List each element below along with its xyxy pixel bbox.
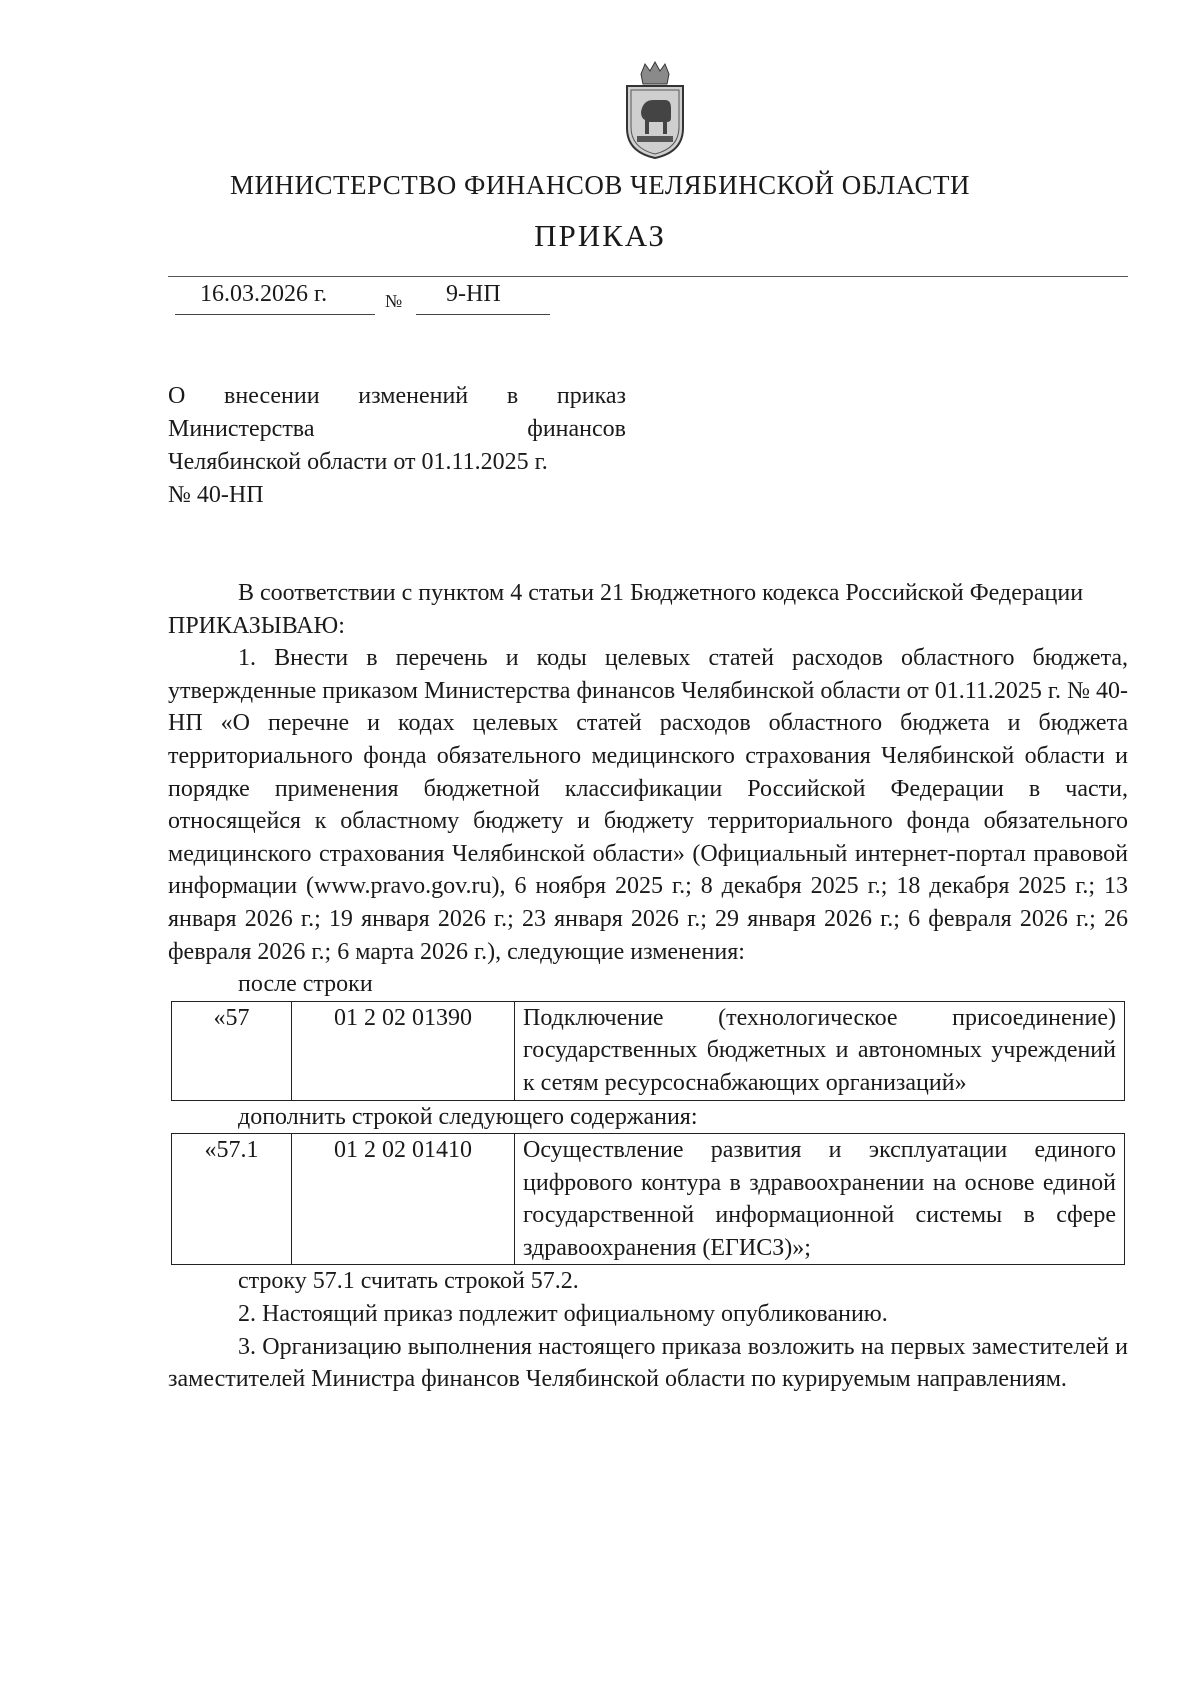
- row-code: 01 2 02 01390: [292, 1001, 515, 1100]
- subject-line: О внесении изменений в приказ: [168, 383, 626, 409]
- table-row: [172, 1134, 1125, 1265]
- subject-line: № 40-НП: [168, 482, 264, 508]
- row-name: Осуществление развития и эксплуатации единого цифрового контура в здравоохранении на основе единой государственной информационной системы в сфере здравоохранения (ЕГИСЗ)»;: [515, 1134, 1125, 1265]
- number-underline: [416, 314, 550, 315]
- order-word: ПРИКАЗЫВАЮ:: [168, 612, 345, 639]
- after-row-label: после строки: [238, 971, 373, 998]
- row-name: Подключение (технологическое присоединение) государственных бюджетных и автономных учреждений к сетям ресурсоснабжающих организаций»: [515, 1001, 1125, 1100]
- item-1: 1. Внести в перечень и коды целевых статей расходов областного бюджета, утвержденные приказом Министерства финансов Челябинской области от 01.11.2025 г. № 40-НП «О перечне и кодах целевых статей расходов областного бюджета и бюджета территориального фонда обязательного медицинского страхования Челябинской области и порядке применения бюджетной классификации Российской Федерации в части, относящейся к областному бюджету и бюджету территориального фонда обязательного медицинского страхования Челябинской области» (Официальный интернет-портал правовой информации (www.pravo.gov.ru), 6 ноября 2025 г.; 8 декабря 2025 г.; 18 декабря 2025 г.; 13 января 2026 г.; 19 января 2026 г.; 23 января 2026 г.; 29 января 2026 г.; 6 февраля 2026 г.; 26 февраля 2026 г.; 6 марта 2026 г.), следующие изменения:: [168, 645, 1128, 965]
- subject-line: Челябинской области от 01.11.2025 г.: [168, 449, 548, 475]
- item-2: 2. Настоящий приказ подлежит официальному опубликованию.: [238, 1301, 888, 1328]
- existing-row-table: [171, 1001, 1125, 1101]
- order-date: 16.03.2026 г.: [200, 281, 328, 307]
- header-divider: [168, 276, 1128, 277]
- table-row: [172, 1001, 1125, 1100]
- row-number: «57.1: [172, 1134, 292, 1265]
- order-subject: [168, 380, 626, 512]
- number-sign: №: [385, 291, 403, 311]
- item-3: 3. Организацию выполнения настоящего приказа возложить на первых заместителей и заместителей Министра финансов Челябинской области по курируемым направлениям.: [168, 1333, 1128, 1393]
- document-type: ПРИКАЗ: [534, 218, 666, 253]
- order-body: [168, 577, 1128, 1396]
- add-row-label: дополнить строкой следующего содержания:: [238, 1103, 698, 1130]
- order-number: 9-НП: [446, 281, 501, 307]
- row-number: «57: [172, 1001, 292, 1100]
- renumber-note: строку 57.1 считать строкой 57.2.: [238, 1268, 579, 1295]
- preamble: В соответствии с пунктом 4 статьи 21 Бюджетного кодекса Российской Федерации: [238, 580, 1084, 606]
- subject-line: Министерства финансов: [168, 416, 626, 442]
- date-underline: [175, 314, 375, 315]
- ministry-name: МИНИСТЕРСТВО ФИНАНСОВ ЧЕЛЯБИНСКОЙ ОБЛАСТИ: [229, 170, 971, 200]
- coat-of-arms-icon: [617, 60, 693, 160]
- new-row-table: [171, 1133, 1125, 1265]
- row-code: 01 2 02 01410: [292, 1134, 515, 1265]
